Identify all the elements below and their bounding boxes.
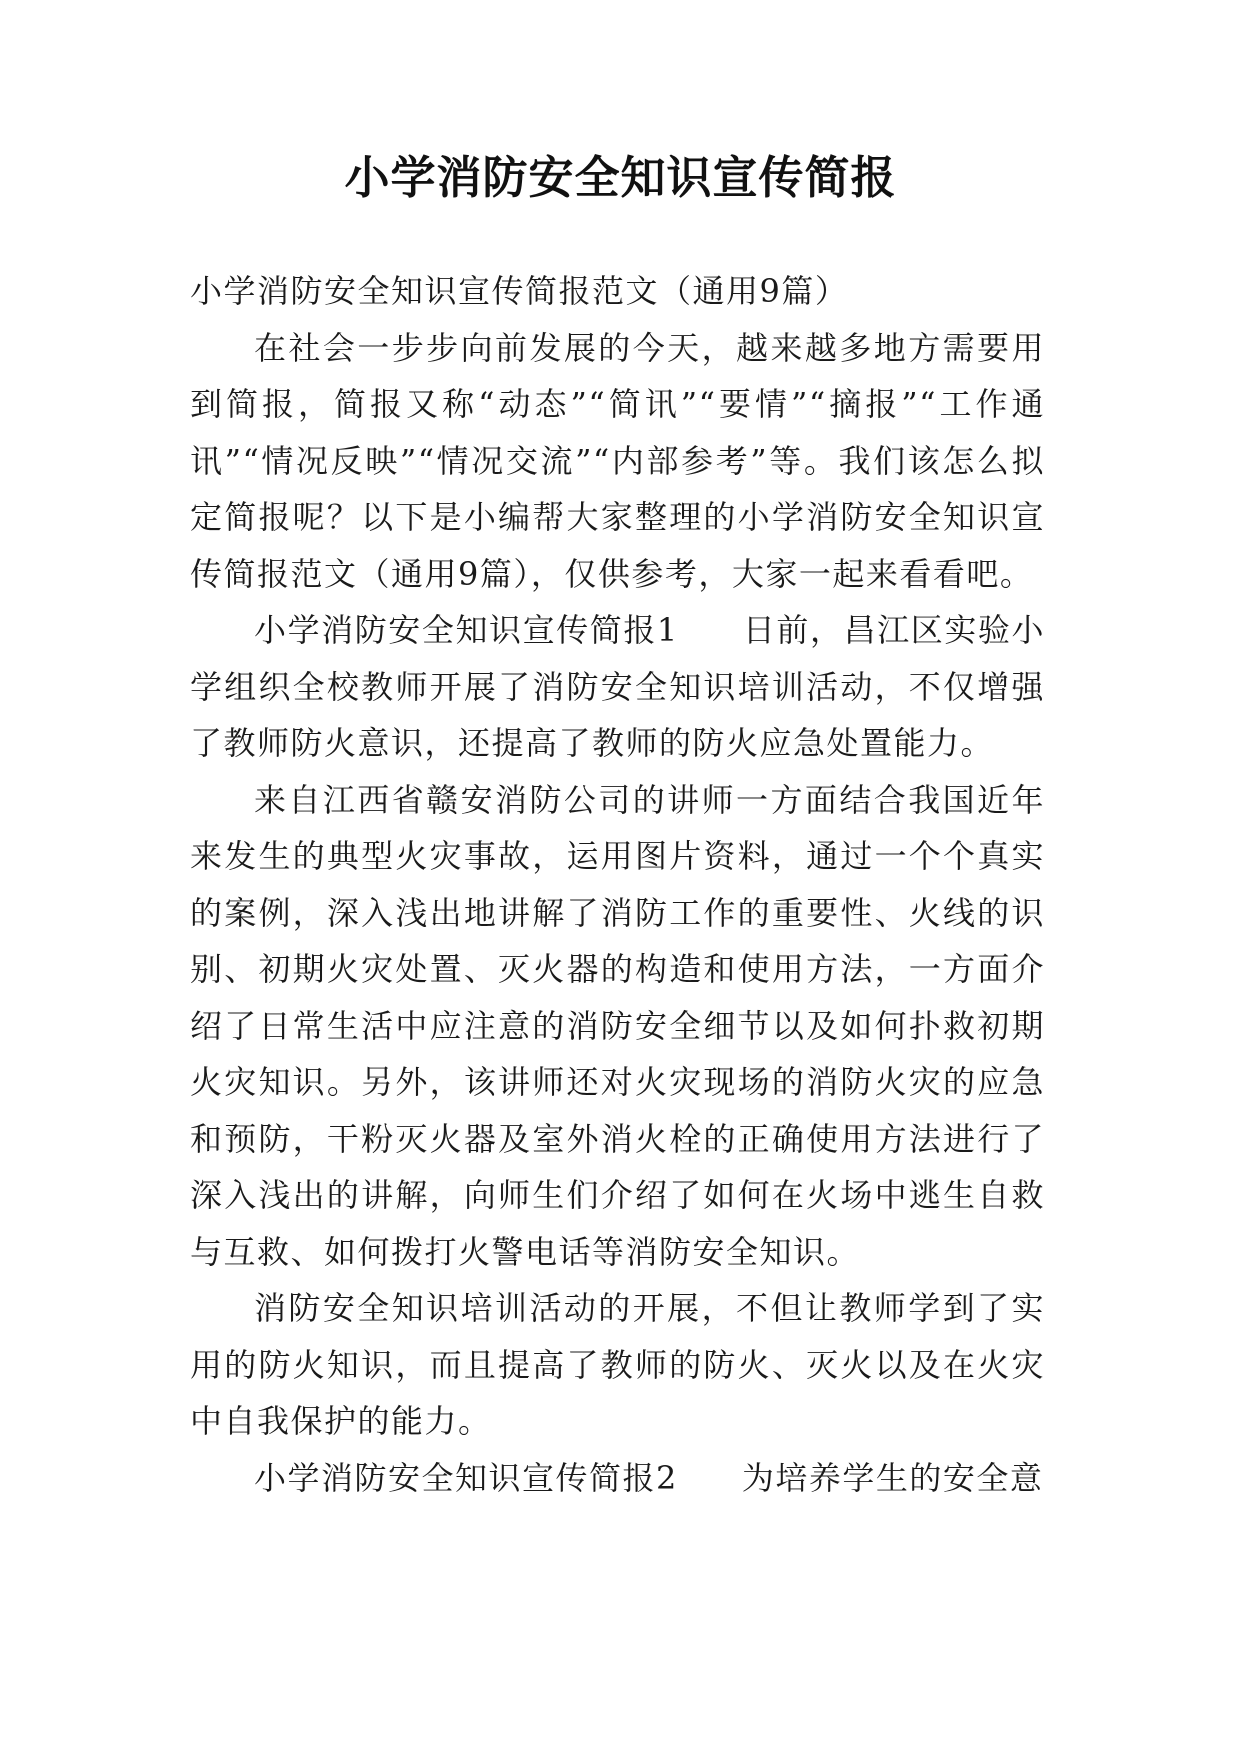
intro-paragraph: 在社会一步步向前发展的今天，越来越多地方需要用到简报，简报又称“动态”“简讯”“要情”“摘报”“工作通讯”“情况反映”“情况交流”“内部参考”等。我们该怎么拟定简报呢？以下是小编帮大家整理的小学消防安全知识宣传简报范文（通用9篇），仅供参考，大家一起来看看吧。 <box>190 328 1045 593</box>
section-1-lead: 日前，昌江区实验小学组织全校教师开展了消防安全知识培训活动，不仅增强了教师防火意识，还提高了教师的防火应急处置能力。 <box>190 611 1045 762</box>
section-2-heading: 小学消防安全知识宣传简报2 <box>254 1458 678 1497</box>
section-1-paragraph-2: 来自江西省赣安消防公司的讲师一方面结合我国近年来发生的典型火灾事故，运用图片资料，通过一个个真实的案例，深入浅出地讲解了消防工作的重要性、火线的识别、初期火灾处置、灭火器的构造和使用方法，一方面介绍了日常生活中应注意的消防安全细节以及如何扑救初期火灾知识。另外，该讲师还对火灾现场的消防火灾的应急和预防，干粉灭火器及室外消火栓的正确使用方法进行了深入浅出的讲解，向师生们介绍了如何在火场中逃生自救与互救、如何拨打火警电话等消防安全知识。 <box>190 780 1045 1271</box>
section-2-paragraph <box>190 1450 1045 1507</box>
document-body <box>190 263 1045 1506</box>
document-title: 小学消防安全知识宣传简报 <box>344 151 897 204</box>
document-subtitle: 小学消防安全知识宣传简报范文（通用9篇） <box>190 272 849 310</box>
section-1-paragraph-3: 消防安全知识培训活动的开展，不但让教师学到了实用的防火知识，而且提高了教师的防火、灭火以及在火灾中自我保护的能力。 <box>190 1289 1045 1440</box>
section-1-paragraph <box>190 602 1045 772</box>
section-2-lead: 为培养学生的安全意 <box>741 1458 1044 1497</box>
section-1-heading: 小学消防安全知识宣传简报1 <box>254 611 679 649</box>
